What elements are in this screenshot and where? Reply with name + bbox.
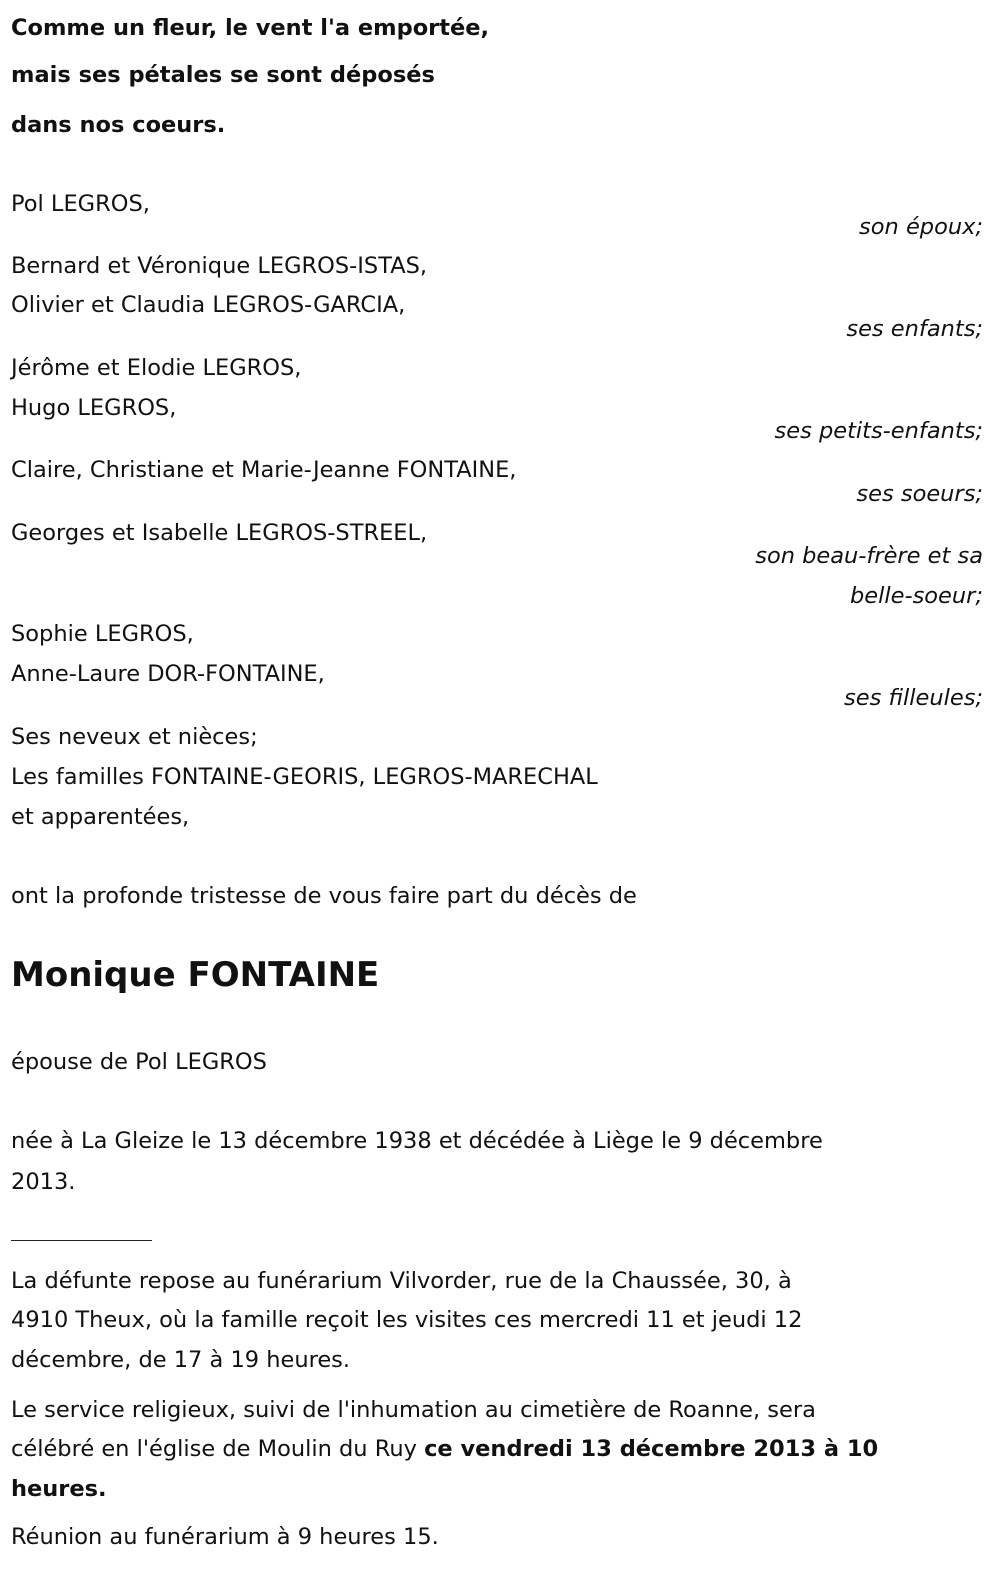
family-name: Pol LEGROS, xyxy=(11,191,150,217)
family-relation: ses enfants; xyxy=(846,316,983,342)
epigraph-line: Comme un fleur, le vent l'a emportée, xyxy=(11,15,490,41)
birth-death-line: 2013. xyxy=(11,1169,76,1195)
family-relation: ses petits-enfants; xyxy=(774,418,983,444)
birth-death-line: née à La Gleize le 13 décembre 1938 et décédée à Liège le 9 décembre xyxy=(11,1128,823,1154)
service-line xyxy=(11,1429,878,1469)
visitation-line: La défunte repose au funérarium Vilvorder, rue de la Chaussée, 30, à xyxy=(11,1268,792,1294)
family-name: Hugo LEGROS, xyxy=(11,395,177,421)
relatives-line: et apparentées, xyxy=(11,804,190,830)
family-name: Georges et Isabelle LEGROS-STREEL, xyxy=(11,520,428,546)
epigraph-line: dans nos coeurs. xyxy=(11,112,226,138)
service-date-end: heures. xyxy=(11,1476,107,1502)
deceased-name: Monique FONTAINE xyxy=(11,955,380,995)
visitation-line: décembre, de 17 à 19 heures. xyxy=(11,1347,351,1373)
family-name: Claire, Christiane et Marie-Jeanne FONTAINE, xyxy=(11,457,517,483)
reunion: Réunion au funérarium à 9 heures 15. xyxy=(11,1524,439,1550)
epigraph-line: mais ses pétales se sont déposés xyxy=(11,62,435,88)
family-name: Anne-Laure DOR-FONTAINE, xyxy=(11,661,325,687)
family-relation: belle-soeur; xyxy=(849,583,983,609)
service-text: célébré en l'église de Moulin du Ruy xyxy=(11,1436,425,1462)
announcement: ont la profonde tristesse de vous faire part du décès de xyxy=(11,883,637,909)
family-relation: ses filleules; xyxy=(844,685,983,711)
relatives-line: Ses neveux et nièces; xyxy=(11,724,258,750)
family-name: Bernard et Véronique LEGROS-ISTAS, xyxy=(11,253,428,279)
spouse-line: épouse de Pol LEGROS xyxy=(11,1049,267,1075)
service-line: Le service religieux, suivi de l'inhumation au cimetière de Roanne, sera xyxy=(11,1397,816,1423)
service-date: ce vendredi 13 décembre 2013 à 10 xyxy=(424,1436,879,1462)
family-relation: son époux; xyxy=(859,214,983,240)
family-relation: son beau-frère et sa xyxy=(755,543,983,569)
relatives-line: Les familles FONTAINE-GEORIS, LEGROS-MARECHAL xyxy=(11,764,598,790)
visitation-line: 4910 Theux, où la famille reçoit les visites ces mercredi 11 et jeudi 12 xyxy=(11,1307,803,1333)
family-name: Olivier et Claudia LEGROS-GARCIA, xyxy=(11,292,406,318)
family-relation: ses soeurs; xyxy=(856,481,983,507)
divider xyxy=(11,1240,152,1241)
family-name: Sophie LEGROS, xyxy=(11,621,194,647)
family-name: Jérôme et Elodie LEGROS, xyxy=(11,355,302,381)
